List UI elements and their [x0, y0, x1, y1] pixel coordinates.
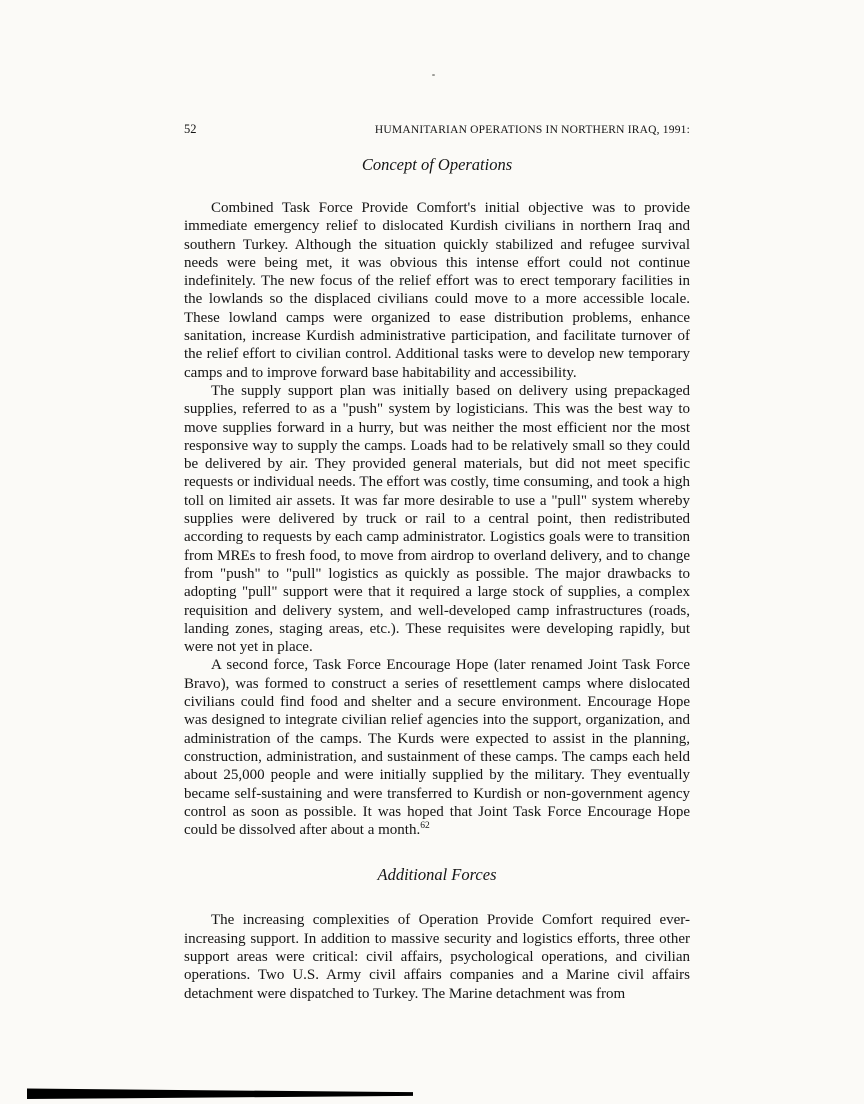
- document-page: [184, 122, 690, 1003]
- section-heading-additional-forces: Additional Forces: [377, 865, 497, 885]
- page-header: [184, 122, 690, 137]
- scan-artifact-bar: [27, 1088, 413, 1099]
- page-number: 52: [184, 122, 197, 136]
- paragraph-2: The supply support plan was initially based on delivery using prepackaged supplies, referred to as a "push" system by logisticians. This was the best way to move supplies forward in a hurry, but was neither the most efficient nor the most responsive way to supply the camps. Loads had to be relatively small so they could be delivered by air. They provided general materials, but did not meet specific requests or individual needs. The effort was costly, time consuming, and took a high toll on limited air assets. It was far more desirable to use a "pull" system whereby supplies were delivered by truck or rail to a central point, then redistributed according to requests by each camp administrator. Logistics goals were to transition from MREs to fresh food, to move from airdrop to overland delivery, and to change from "push" to "pull" logistics as quickly as possible. The major drawbacks to adopting "pull" support were that it required a large stock of supplies, a complex requisition and delivery system, and well-developed camp infrastructures (roads, landing zones, staging areas, etc.). These requisites were developing rapidly, but were not yet in place.: [184, 382, 690, 656]
- paragraph-3-text: A second force, Task Force Encourage Hope (later renamed Joint Task Force Bravo), was formed to construct a series of resettlement camps where dislocated civilians could find food and shelter and a secure environment. Encourage Hope was designed to integrate civilian relief agencies into the support, organization, and administration of the camps. The Kurds were expected to assist in the planning, construction, administration, and sustainment of these camps. The camps each held about 25,000 people and were initially supplied by the military. They eventually became self-sustaining and were transferred to Kurdish or non-government agency control as soon as possible. It was hoped that Joint Task Force Encourage Hope could be dissolved after about a month.: [184, 657, 690, 839]
- scan-speck-artifact: [432, 74, 435, 76]
- paragraph-3: [184, 656, 690, 839]
- footnote-ref: 62: [420, 821, 430, 832]
- paragraph-1: Combined Task Force Provide Comfort's initial objective was to provide immediate emergency relief to dislocated Kurdish civilians in northern Iraq and southern Turkey. Although the situation quickly stabilized and refugee survival needs were being met, it was obvious this intense effort could not continue indefinitely. The new focus of the relief effort was to erect temporary facilities in the lowlands so the displaced civilians could move to a more accessible locale. These lowland camps were organized to ease distribution problems, enhance sanitation, increase Kurdish administrative participation, and facilitate turnover of the relief effort to civilian control. Additional tasks were to develop new temporary camps and to improve forward base habitability and accessibility.: [184, 200, 690, 381]
- paragraph-4: The increasing complexities of Operation Provide Comfort required ever-increasing support. In addition to massive security and logistics efforts, three other support areas were critical: civil affairs, psychological operations, and civilian operations. Two U.S. Army civil affairs companies and a Marine civil affairs detachment were dispatched to Turkey. The Marine detachment was from: [184, 912, 690, 1002]
- section-heading-concept-of-operations: Concept of Operations: [361, 155, 513, 174]
- running-header: HUMANITARIAN OPERATIONS IN NORTHERN IRAQ, 1991:: [374, 124, 690, 136]
